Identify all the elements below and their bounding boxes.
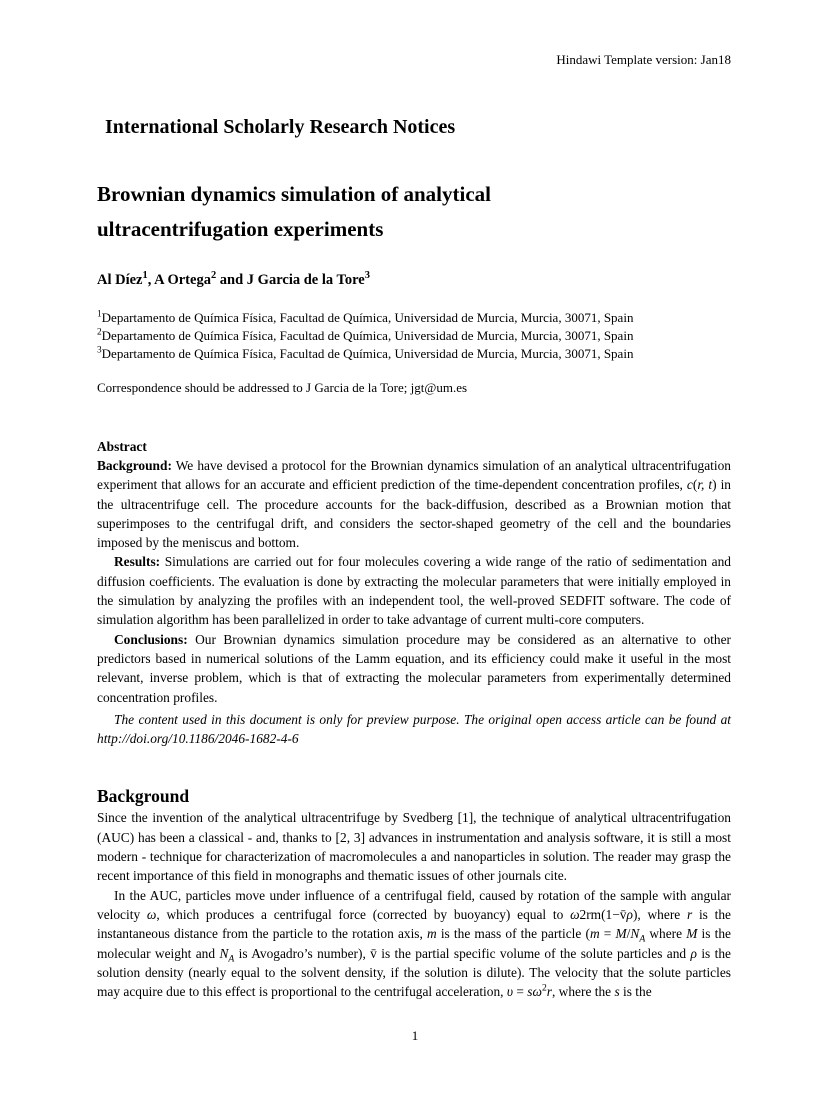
- correspondence-line: Correspondence should be addressed to J Garcia de la Tore; jgt@um.es: [97, 380, 468, 395]
- section-heading-background: Background: [97, 786, 190, 807]
- affiliations-block: [97, 309, 731, 363]
- affiliation-line-1: $^1$Departamento de Química Física, Facultad de Química, Universidad de Murcia, Murcia, 30071, Spain: [97, 309, 634, 325]
- abstract-paragraph-conclusions: Conclusions: Our Brownian dynamics simulation procedure may be considered as an alternative to other predictors based in numerical solutions of the Lamm equation, and its efficiency could make it useful in the most relevant, inverse problem, which is that of extracting the molecular parameters from experimentally determined concentration profiles.: [97, 631, 731, 705]
- abstract-paragraph-background: Background: We have devised a protocol for the Brownian dynamics simulation of an analytical ultracentrifugation experiment that allows for an accurate and efficient prediction of the time-dependent concentration profiles, c(r, t) in the ultracentrifuge cell. The procedure accounts for the back-diffusion, described as a Brownian motion that superimposes to the centrifugal drift, and considers the sector-shaped geometry of the cell and the boundaries imposed by the meniscus and bottom.: [97, 458, 731, 551]
- preview-notice: The content used in this document is only for preview purpose. The original open access article can be found at http://doi.org/10.1186/2046-1682-4-6: [97, 711, 731, 747]
- affiliation-line-2: $^2$Departamento de Química Física, Facultad de Química, Universidad de Murcia, Murcia, 30071, Spain: [97, 327, 634, 343]
- page-number: 1: [411, 1028, 419, 1043]
- body-paragraph-1: Since the invention of the analytical ultracentrifuge by Svedberg [1], the technique of analytical ultracentrifugation (AUC) has been a classical - and, thanks to [2, 3] advances in instrumentation and analysis software, it is still a most modern - technique for characterization of macromolecules a and nanoparticles in solution. The reader may grasp the recent importance of this field in monographs and thematic issues of other journals cite.: [97, 810, 731, 884]
- running-header: Hindawi Template version: Jan18: [556, 52, 731, 67]
- article-title: Brownian dynamics simulation of analytical ultracentrifugation experiments: [97, 182, 491, 241]
- journal-name: International Scholarly Research Notices: [105, 116, 456, 138]
- body-paragraph-2: In the AUC, particles move under influence of a centrifugal field, caused by rotation of the sample with angular velocity ω, which produces a centrifugal force (corrected by buoyancy) equal to ω2rm(1−v̄ρ), where r is the instantaneous distance from the particle to the rotation axis, m is the mass of the particle ($m = M/N_A$ where M is the molecular weight and $N_A$ is Avogadro’s number), v̄ is the partial specific volume of the solute particles and ρ is the solution density (nearly equal to the solvent density, if the solution is dilute). The velocity that the solute particles may acquire due to this effect is proportional to the centrifugal acceleration, $\upsilon = s\omega^2r$, where the s is the: [97, 887, 731, 1000]
- affiliation-line-3: $^3$Departamento de Química Física, Facultad de Química, Universidad de Murcia, Murcia, 30071, Spain: [97, 345, 634, 361]
- abstract-paragraph-results: Results: Simulations are carried out for four molecules covering a wide range of the ratio of sedimentation and diffusion coefficients. The evaluation is done by extracting the molecular parameters that were initially employed in the simulation by analyzing the profiles with an independent tool, the well-proved SEDFIT software. The code of simulation algorithm has been parallelized in order to take advantage of current multi-core computers.: [97, 554, 731, 628]
- abstract-heading: Abstract: [97, 439, 147, 454]
- author-line: Al Díez$^1$, A Ortega$^2$ and J Garcia de la Tore$^3$: [97, 270, 370, 288]
